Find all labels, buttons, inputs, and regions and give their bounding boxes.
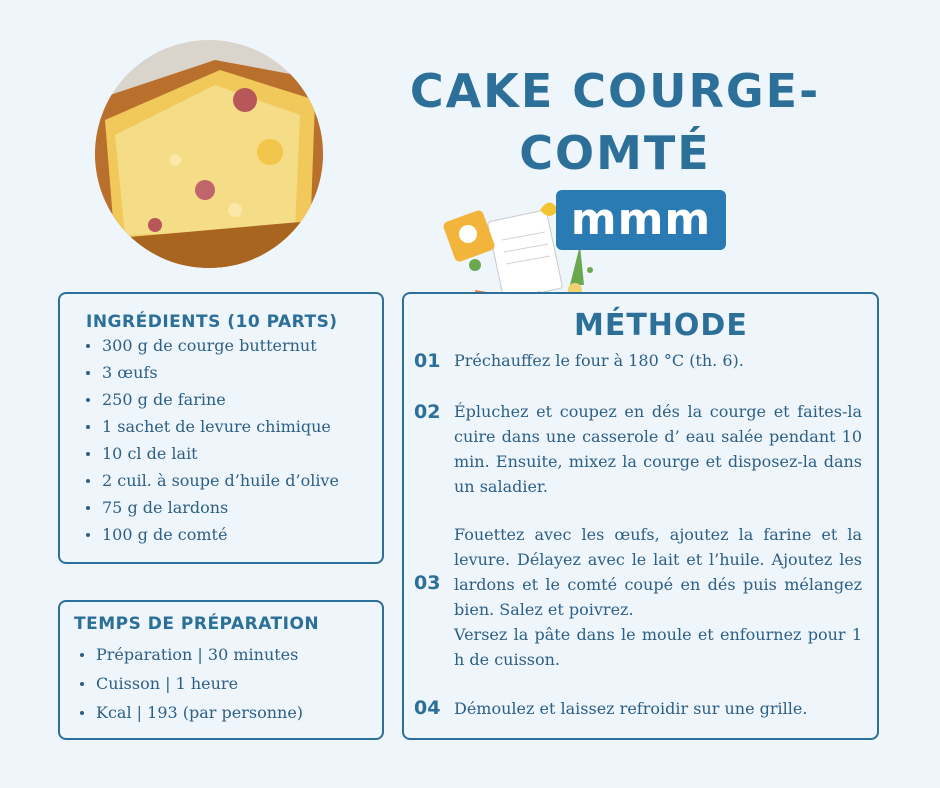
step-number: 02 — [414, 401, 441, 423]
recipe-title: CAKE COURGE-COMTÉ — [409, 64, 821, 180]
step-number: 01 — [414, 350, 441, 372]
list-item: 3 œufs — [78, 359, 382, 386]
list-item: 10 cl de lait — [78, 440, 382, 467]
step-text: Démoulez et laissez refroidir sur une grille. — [454, 699, 808, 718]
method-heading: MÉTHODE — [574, 308, 748, 343]
step-number: 04 — [414, 697, 441, 719]
ingredients-list — [60, 332, 382, 548]
method-card — [402, 292, 879, 740]
list-item: 2 cuil. à soupe d’huile d’olive — [78, 467, 382, 494]
list-item: 300 g de courge butternut — [78, 332, 382, 359]
prep-time-card — [58, 600, 384, 740]
list-item: Cuisson | 1 heure — [72, 669, 382, 698]
step-text: Préchauffez le four à 180 °C (th. 6). — [454, 351, 744, 370]
list-item: 100 g de comté — [78, 521, 382, 548]
list-item: Préparation | 30 minutes — [72, 640, 382, 669]
step-text-continued: Versez la pâte dans le moule et enfournez pour 1 h de cuisson. — [454, 625, 862, 669]
list-item: Kcal | 193 (par personne) — [72, 698, 382, 727]
ingredients-heading: INGRÉDIENTS (10 PARTS) — [86, 312, 338, 332]
cake-photo — [95, 40, 323, 268]
prep-list — [60, 640, 382, 727]
mmm-badge: mmm — [556, 190, 726, 250]
prep-heading: TEMPS DE PRÉPARATION — [74, 614, 320, 634]
ingredients-card — [58, 292, 384, 564]
step-text: Fouettez avec les œufs, ajoutez la farine et la levure. Délayez avec le lait et l’huile. Ajoutez les lardons et le comté coupé en dés puis mélangez bien. Salez et poivrez. — [454, 525, 862, 619]
step-number: 03 — [414, 572, 441, 594]
list-item: 75 g de lardons — [78, 494, 382, 521]
step-text: Épluchez et coupez en dés la courge et faites-la cuire dans une casserole d’ eau salée pendant 10 min. Ensuite, mixez la courge et disposez-la dans un saladier. — [454, 402, 862, 496]
list-item: 250 g de farine — [78, 386, 382, 413]
list-item: 1 sachet de levure chimique — [78, 413, 382, 440]
